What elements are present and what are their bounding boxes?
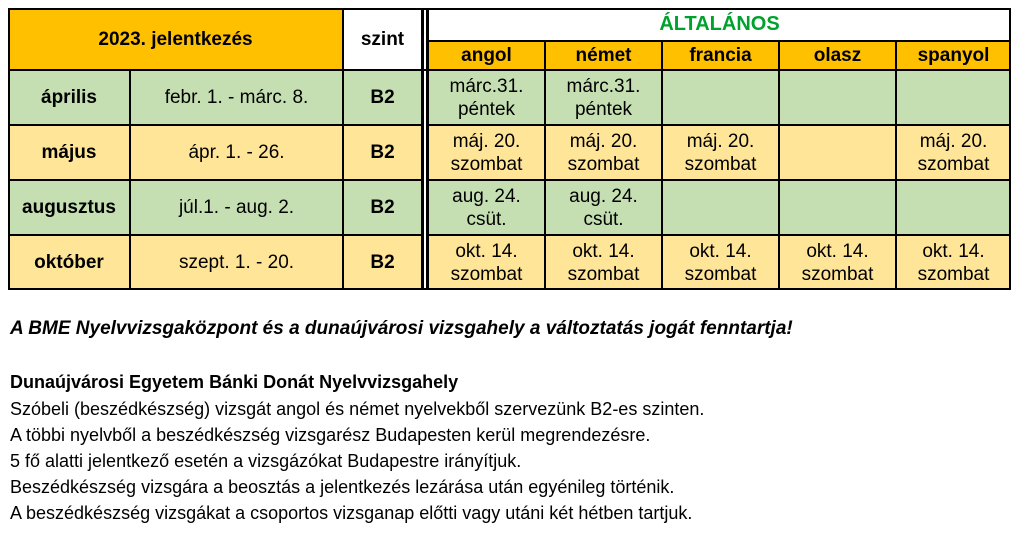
row-level: B2 — [343, 125, 422, 180]
info-line-5: A beszédkészség vizsgákat a csoportos vizsganap előtti vagy utáni két hétben tartjuk. — [10, 503, 693, 523]
exam-cell-nemet — [545, 125, 662, 180]
exam-cell-angol — [428, 125, 545, 180]
exam-cell-spanyol — [896, 180, 1011, 235]
exam-date: okt. 14. — [806, 240, 869, 262]
info-line-1: Szóbeli (beszédkészség) vizsgát angol és német nyelvekből szervezünk B2-es szinten. — [10, 399, 705, 419]
row-month: október — [8, 235, 130, 290]
exam-cell-angol — [428, 235, 545, 290]
row-divider — [8, 179, 1011, 181]
exam-cell-spanyol — [896, 235, 1011, 290]
exam-date: márc.31. — [566, 75, 641, 97]
row-level: B2 — [343, 180, 422, 235]
row-month: augusztus — [8, 180, 130, 235]
column-separator — [422, 8, 428, 290]
exam-date: máj. 20. — [686, 130, 755, 152]
exam-cell-spanyol — [896, 70, 1011, 125]
exam-cell-angol — [428, 70, 545, 125]
row-divider — [8, 124, 1011, 126]
exam-schedule-table — [8, 8, 1011, 290]
info-line-3: 5 fő alatti jelentkező esetén a vizsgázókat Budapestre irányítjuk. — [10, 451, 522, 471]
exam-weekday: szombat — [801, 263, 874, 285]
exam-date: máj. 20. — [452, 130, 521, 152]
exam-cell-spanyol — [896, 125, 1011, 180]
exam-weekday: szombat — [917, 153, 990, 175]
exam-cell-francia — [662, 70, 779, 125]
header-divider — [8, 69, 1011, 71]
center-title: Dunaújvárosi Egyetem Bánki Donát Nyelvvizsgahely — [10, 372, 459, 392]
header-lang-olasz: olasz — [779, 41, 896, 70]
exam-weekday: csüt. — [466, 208, 507, 230]
exam-cell-nemet — [545, 180, 662, 235]
exam-date: okt. 14. — [572, 240, 635, 262]
row-period: szept. 1. - 20. — [130, 235, 343, 290]
row-period: febr. 1. - márc. 8. — [130, 70, 343, 125]
exam-cell-olasz — [779, 70, 896, 125]
exam-weekday: szombat — [450, 263, 523, 285]
exam-weekday: szombat — [567, 153, 640, 175]
row-month: április — [8, 70, 130, 125]
exam-weekday: szombat — [684, 153, 757, 175]
exam-weekday: csüt. — [583, 208, 624, 230]
exam-date: okt. 14. — [455, 240, 518, 262]
exam-weekday: szombat — [917, 263, 990, 285]
exam-cell-francia — [662, 125, 779, 180]
exam-cell-olasz — [779, 235, 896, 290]
header-lang-spanyol: spanyol — [896, 41, 1011, 70]
exam-cell-nemet — [545, 70, 662, 125]
exam-cell-olasz — [779, 125, 896, 180]
exam-cell-francia — [662, 180, 779, 235]
row-level: B2 — [343, 235, 422, 290]
exam-cell-francia — [662, 235, 779, 290]
row-divider — [8, 234, 1011, 236]
notice-text: A BME Nyelvvizsgaközpont és a dunaújvárosi vizsgahely a változtatás jogát fenntartja! — [10, 318, 793, 339]
header-lang-nemet: német — [545, 41, 662, 70]
header-level: szint — [343, 8, 422, 70]
exam-date: máj. 20. — [919, 130, 988, 152]
exam-date: márc.31. — [449, 75, 524, 97]
exam-date: aug. 24. — [569, 185, 638, 207]
header-general: ÁLTALÁNOS — [428, 8, 1011, 41]
exam-weekday: szombat — [567, 263, 640, 285]
exam-date: okt. 14. — [689, 240, 752, 262]
info-line-4: Beszédkészség vizsgára a beosztás a jelentkezés lezárása után egyénileg történik. — [10, 477, 675, 497]
exam-weekday: péntek — [574, 98, 633, 120]
header-lang-francia: francia — [662, 41, 779, 70]
info-line-2: A többi nyelvből a beszédkészség vizsgarész Budapesten kerül megrendezésre. — [10, 425, 651, 445]
exam-cell-olasz — [779, 180, 896, 235]
row-period: ápr. 1. - 26. — [130, 125, 343, 180]
exam-weekday: szombat — [450, 153, 523, 175]
row-month: május — [8, 125, 130, 180]
exam-cell-nemet — [545, 235, 662, 290]
exam-date: aug. 24. — [452, 185, 521, 207]
exam-weekday: péntek — [457, 98, 516, 120]
exam-weekday: szombat — [684, 263, 757, 285]
header-lang-angol: angol — [428, 41, 545, 70]
exam-cell-angol — [428, 180, 545, 235]
row-period: júl.1. - aug. 2. — [130, 180, 343, 235]
header-registration: 2023. jelentkezés — [8, 8, 343, 70]
row-level: B2 — [343, 70, 422, 125]
exam-date: okt. 14. — [922, 240, 985, 262]
exam-date: máj. 20. — [569, 130, 638, 152]
